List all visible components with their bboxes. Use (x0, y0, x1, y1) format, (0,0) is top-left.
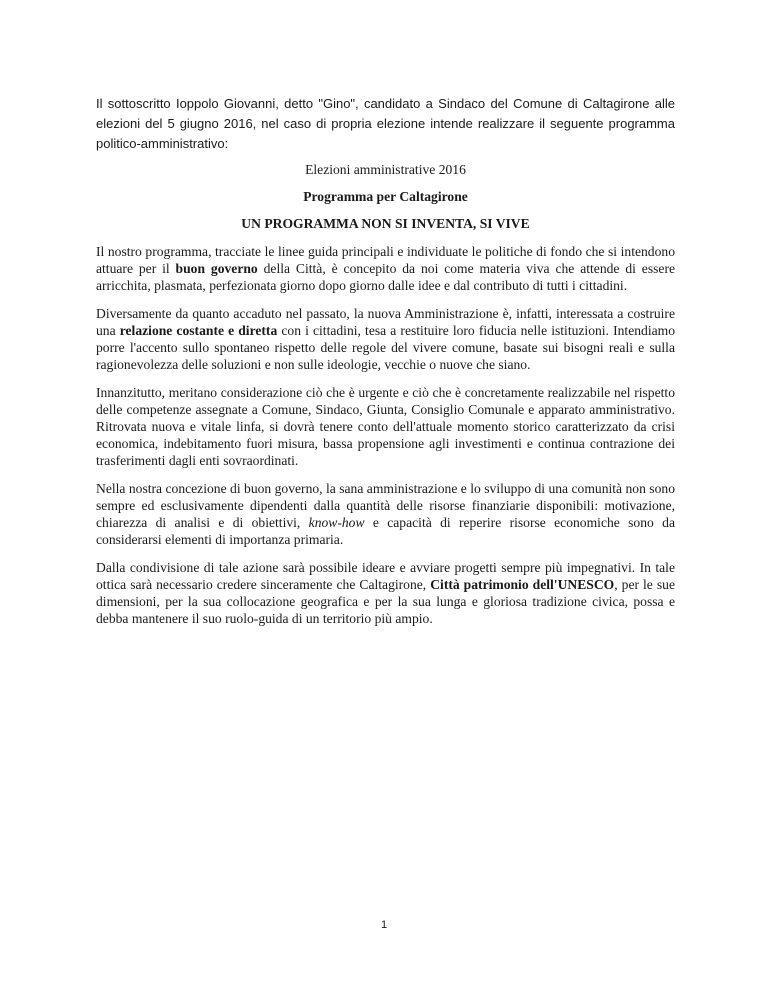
program-title: Programma per Caltagirone (303, 189, 468, 204)
paragraph-2-text-a: Diversamente da quanto accaduto nel passato, la nuova Amministrazione è, infatti, interessata a costruire una (96, 306, 675, 338)
page-number: 1 (380, 919, 388, 931)
paragraph-5-text-c: , per le sue dimensioni, per la sua collocazione geografica e per la sua lunga e gloriosa tradizione civica, possa e debba mantenere il suo ruolo-guida di un territorio più ampio. (96, 577, 675, 626)
paragraph-2 (96, 305, 675, 373)
program-slogan: UN PROGRAMMA NON SI INVENTA, SI VIVE (241, 216, 530, 231)
paragraph-5-text-a: Dalla condivisione di tale azione sarà possibile ideare e avviare progetti sempre più impegnativi. In tale ottica sarà necessario credere sinceramente che Caltagirone, (96, 560, 675, 592)
paragraph-1-bold: buon governo (175, 261, 258, 276)
paragraph-5 (96, 559, 675, 627)
paragraph-2-text-c: con i cittadini, tesa a restituire loro fiducia nelle istituzioni. Intendiamo porre l'accento sullo spontaneo rispetto delle regole del vivere comune, basate sui bisogni reali e sulla ragionevolezza delle soluzioni e non sulle ideologie, vecchie o nuove che siano. (96, 323, 675, 372)
paragraph-4-italic: know-how (308, 515, 365, 530)
paragraph-1 (96, 243, 675, 294)
paragraph-4-text-c: e capacità di reperire risorse economiche sono da considerarsi elementi di importanza primaria. (96, 515, 675, 547)
paragraph-1-text-c: della Città, è concepito da noi come materia viva che attende di essere arricchita, plasmata, perfezionata giorno dopo giorno dalle idee e dal contributo di tutti i cittadini. (96, 261, 675, 293)
paragraph-4-text-a: Nella nostra concezione di buon governo, la sana amministrazione e lo sviluppo di una comunità non sono sempre ed esclusivamente dipendenti dalla quantità delle risorse finanziarie disponibili: motivazione, chiarezza di analisi e di obiettivi, (96, 481, 675, 530)
paragraph-1-text-a: Il nostro programma, tracciate le linee guida principali e individuate le politiche di fondo che si intendono attuare per il (96, 244, 675, 276)
paragraph-2-bold: relazione costante e diretta (119, 323, 278, 338)
paragraph-4 (96, 480, 675, 548)
paragraph-3: Innanzitutto, meritano considerazione ciò che è urgente e ciò che è concretamente realizzabile nel rispetto delle competenze assegnate a Comune, Sindaco, Giunta, Consiglio Comunale e apparato amministrativo. Ritrovata nuova e vitale linfa, si dovrà tenere conto dell'attuale momento storico caratterizzato da crisi economica, indebitamento fuori misura, bassa propensione agli investimenti e continua contrazione dei trasferimenti dagli enti sovraordinati. (96, 385, 675, 468)
election-title: Elezioni amministrative 2016 (305, 162, 466, 177)
program-body (96, 243, 675, 638)
paragraph-5-bold: Città patrimonio dell'UNESCO (430, 577, 615, 592)
intro-paragraph: Il sottoscritto Ioppolo Giovanni, detto "Gino", candidato a Sindaco del Comune di Caltagirone alle elezioni del 5 giugno 2016, nel caso di propria elezione intende realizzare il seguente programma politico-amministrativo: (96, 96, 675, 151)
